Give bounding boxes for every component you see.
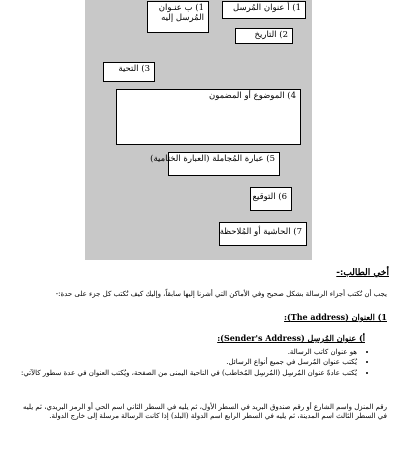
signature-box: 6) التوقيع	[250, 187, 292, 211]
list-item: • يُكتب عادةً عنوان المُرسِل (المُرسِل المُخاطب) في الناحية اليمنى من الصفحة، ويُكتب العنوان في عدة سطور كالآتي:	[17, 369, 357, 378]
intro-paragraph: يجب أن تُكتب أجزاء الرسالة بشكل صحيح وفي الأماكن التي أشرنا إليها سابقاً، وإليك كيف تُكتب كل جزء على حدة:-	[55, 290, 387, 298]
section-heading: أخي الطالب:-	[336, 268, 389, 278]
date-box: 2) التاريخ	[235, 28, 293, 44]
subject-box: 4) الموضوع أو المضمون	[116, 89, 301, 145]
address-section-title: 1) العنوان (The address):	[284, 312, 387, 322]
list-item: • يُكتب عنوان المُرسل في جميع أنواع الرسائل.	[17, 358, 357, 367]
closing-box: 5) عبارة المُجاملة (العبارة الختامية)	[168, 152, 280, 176]
address-format-paragraph: رقم المنزل واسم الشارع أو رقم صندوق البريد في السطر الأول، ثم يليه في السطر الثاني اسم الحي أو الرمز البريدي، ثم يليه في السطر الثالث اسم المدينة، ثم يليه في السطر الرابع اسم الدولة (البلد) إذا كانت الرسالة مرسلة إلى خارج الدولة.	[23, 403, 387, 420]
list-item: • هو عنوان كاتب الرسالة.	[17, 348, 357, 357]
addressee-box: 1) ب عنـوان المُرسل إليه	[147, 1, 209, 33]
postscript-box: 7) الحاشية أو المُلاحظة	[219, 222, 307, 246]
sender-address-subtitle: أ) عنوان المُرسِل (Sender's Address):	[217, 333, 365, 343]
sender-address-list	[17, 348, 369, 379]
sender-box: 1) أ عنوان المُرسل	[222, 1, 306, 19]
greeting-box: 3) التحية	[103, 62, 155, 82]
